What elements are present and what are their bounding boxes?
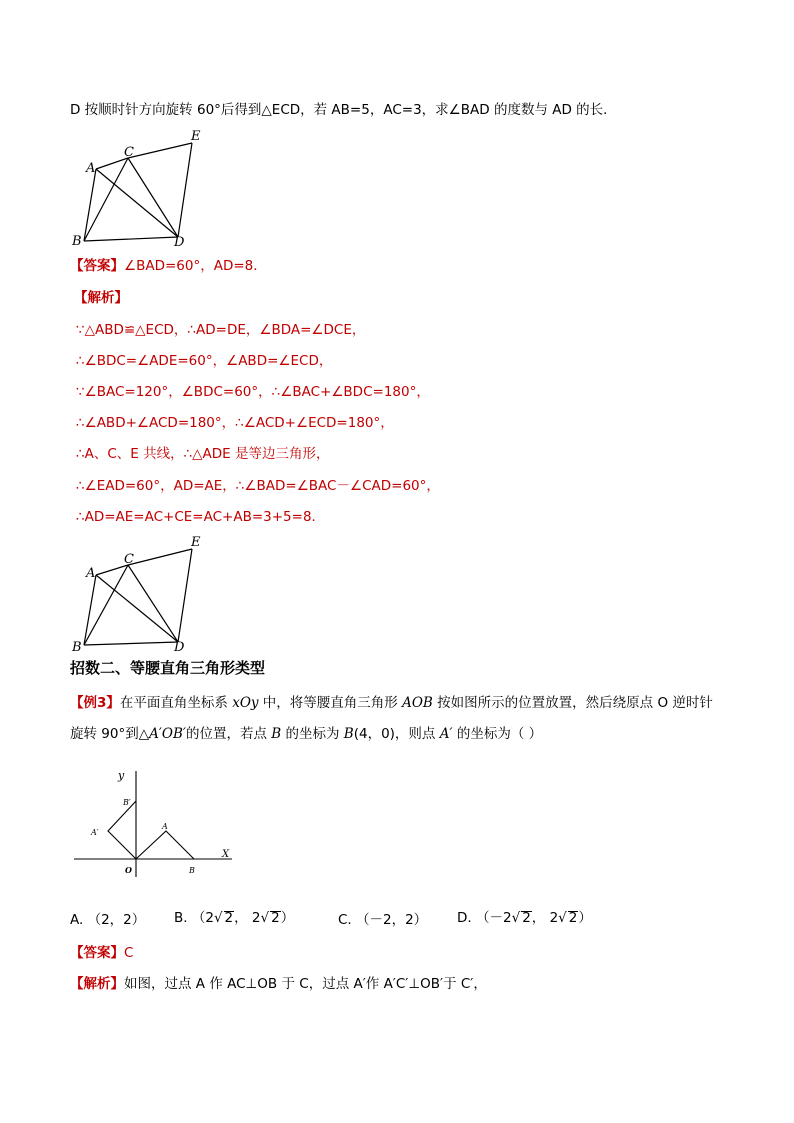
option-a[interactable]: A. （2，2） <box>70 912 146 928</box>
label-A-prime: A′ <box>91 828 99 837</box>
analysis-1-tag: 【解析】 <box>74 290 128 306</box>
sqrt-icon: √ <box>213 910 223 926</box>
label-A: A <box>86 161 96 176</box>
coordinate-figure <box>70 765 240 880</box>
option-b[interactable]: B. （2√ 2， 2√ 2） <box>174 910 295 926</box>
answer-text: ∠BAD=60°，AD=8． <box>124 258 267 274</box>
label-B-prime: B′ <box>123 798 131 807</box>
analysis-line-4: ∴∠ABD+∠ACD=180°，∴∠ACD+∠ECD=180°， <box>76 415 394 431</box>
answer-3: 【答案】C <box>70 945 134 961</box>
problem-text: D 按顺时针方向旋转 60°后得到△ECD，若 AB=5，AC=3，求∠BAD 的度数与 AD 的长． <box>70 102 617 118</box>
answer-1 <box>70 257 267 275</box>
label-O: O <box>125 865 132 875</box>
analysis-line-1: ∵△ABD≌△ECD，∴AD=DE，∠BDA=∠DCE， <box>76 322 366 338</box>
axis-label-x: X <box>222 849 230 860</box>
label-C: C <box>124 145 134 160</box>
label-D: D <box>174 235 185 250</box>
label-B: B <box>72 640 82 655</box>
sqrt-icon: √ <box>260 910 270 926</box>
label-B: B <box>189 866 195 875</box>
analysis-line-7: ∴AD=AE=AC+CE=AC+AB=3+5=8． <box>76 509 326 525</box>
label-E: E <box>191 535 201 550</box>
sqrt-icon: √ <box>558 910 567 926</box>
answer-tag: 【答案】 <box>70 258 124 274</box>
geometry-figure-2 <box>66 535 216 660</box>
analysis-line-2: ∴∠BDC=∠ADE=60°，∠ABD=∠ECD， <box>76 353 333 369</box>
label-B: B <box>72 234 82 249</box>
label-A: A <box>86 566 96 581</box>
section-heading: 招数二、等腰直角三角形类型 <box>70 659 266 677</box>
example-3-line-1: 【例3】在平面直角坐标系 xOy 中，将等腰直角三角形 AOB 按如图所示的位置放置，然后绕原点 O 逆时针 <box>70 695 713 711</box>
axis-label-y: y <box>118 769 125 782</box>
sqrt-icon: √ <box>511 910 521 926</box>
label-A: A <box>162 822 168 831</box>
option-d[interactable]: D. （－2√ 2， 2√ 2） <box>457 910 592 926</box>
analysis-line-3: ∵∠BAC=120°，∠BDC=60°，∴∠BAC+∠BDC=180°， <box>76 384 430 400</box>
example-3-line-2: 旋转 90°到△A′OB′的位置，若点 B 的坐标为 B(4，0)，则点 A′ 的坐标为（ ） <box>70 726 543 742</box>
label-C: C <box>124 552 134 567</box>
label-D: D <box>174 640 185 655</box>
analysis-line-5: ∴A、C、E 共线，∴△ADE 是等边三角形， <box>76 446 330 462</box>
analysis-3: 【解析】如图，过点 A 作 AC⊥OB 于 C，过点 A′作 A′C′⊥OB′于 C′， <box>70 976 487 992</box>
geometry-figure-1 <box>66 125 216 250</box>
label-E: E <box>191 129 201 144</box>
analysis-line-6: ∴∠EAD=60°，AD=AE，∴∠BAD=∠BAC－∠CAD=60°， <box>76 478 440 494</box>
option-c[interactable]: C. （－2，2） <box>338 912 428 928</box>
